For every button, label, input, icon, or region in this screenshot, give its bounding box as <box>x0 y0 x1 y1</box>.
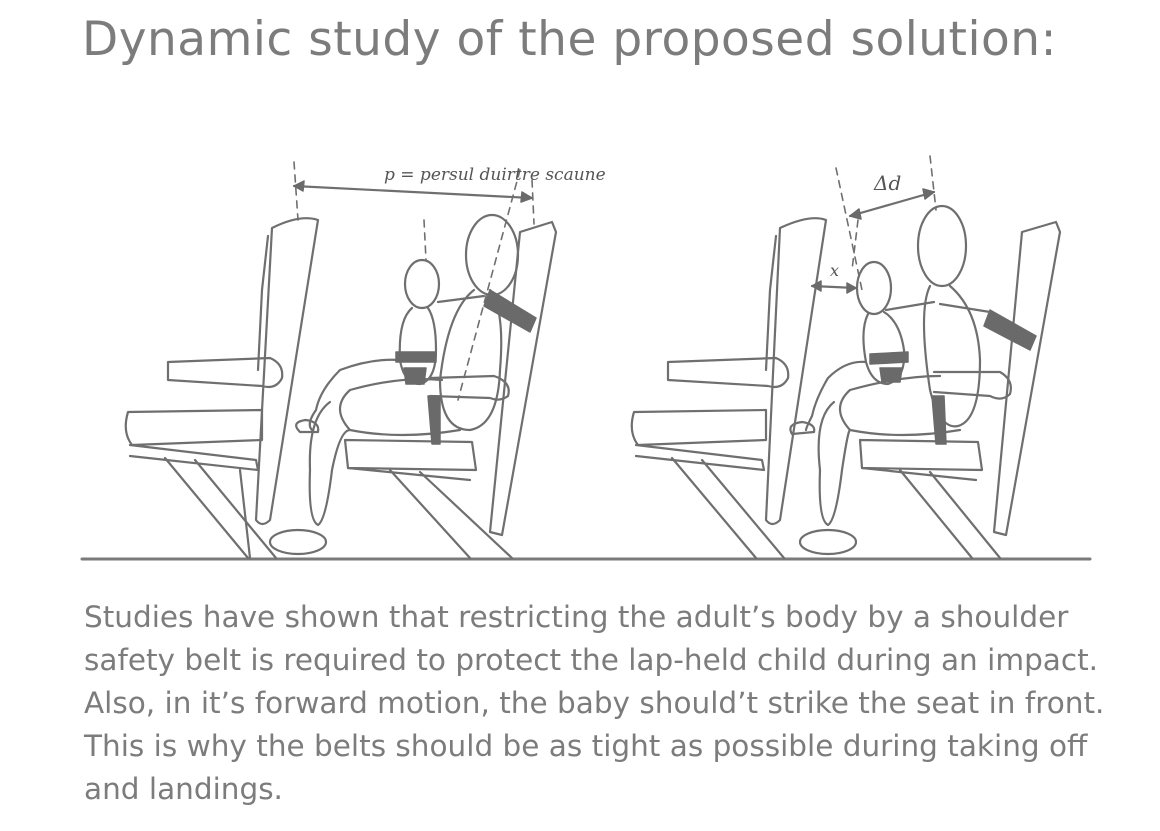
right-adult <box>800 206 1036 554</box>
caption-paragraph: Studies have shown that restricting the adult’s body by a shoulder safety belt is required to protect the lap-held child during an impact. Also, in it’s forward motion, the baby should’t strike the seat in front. This is why the belts should be as tight as possible during taking off and landings. <box>84 600 1105 806</box>
right-scene <box>632 156 1060 558</box>
right-x-note: x <box>830 261 840 280</box>
left-dimension-note: p = persul duirtre scaune <box>384 165 606 185</box>
left-front-seat <box>126 218 318 558</box>
page-title: Dynamic study of the proposed solution: <box>82 12 1057 67</box>
right-delta-d-note: Δd <box>874 171 902 195</box>
right-delta-d-arrow <box>850 192 934 216</box>
left-dimension-arrow <box>294 186 532 198</box>
right-front-seat <box>632 218 826 558</box>
left-back-seat <box>345 222 556 558</box>
seat-sketch-diagram <box>0 140 1160 570</box>
left-scene <box>126 162 606 558</box>
